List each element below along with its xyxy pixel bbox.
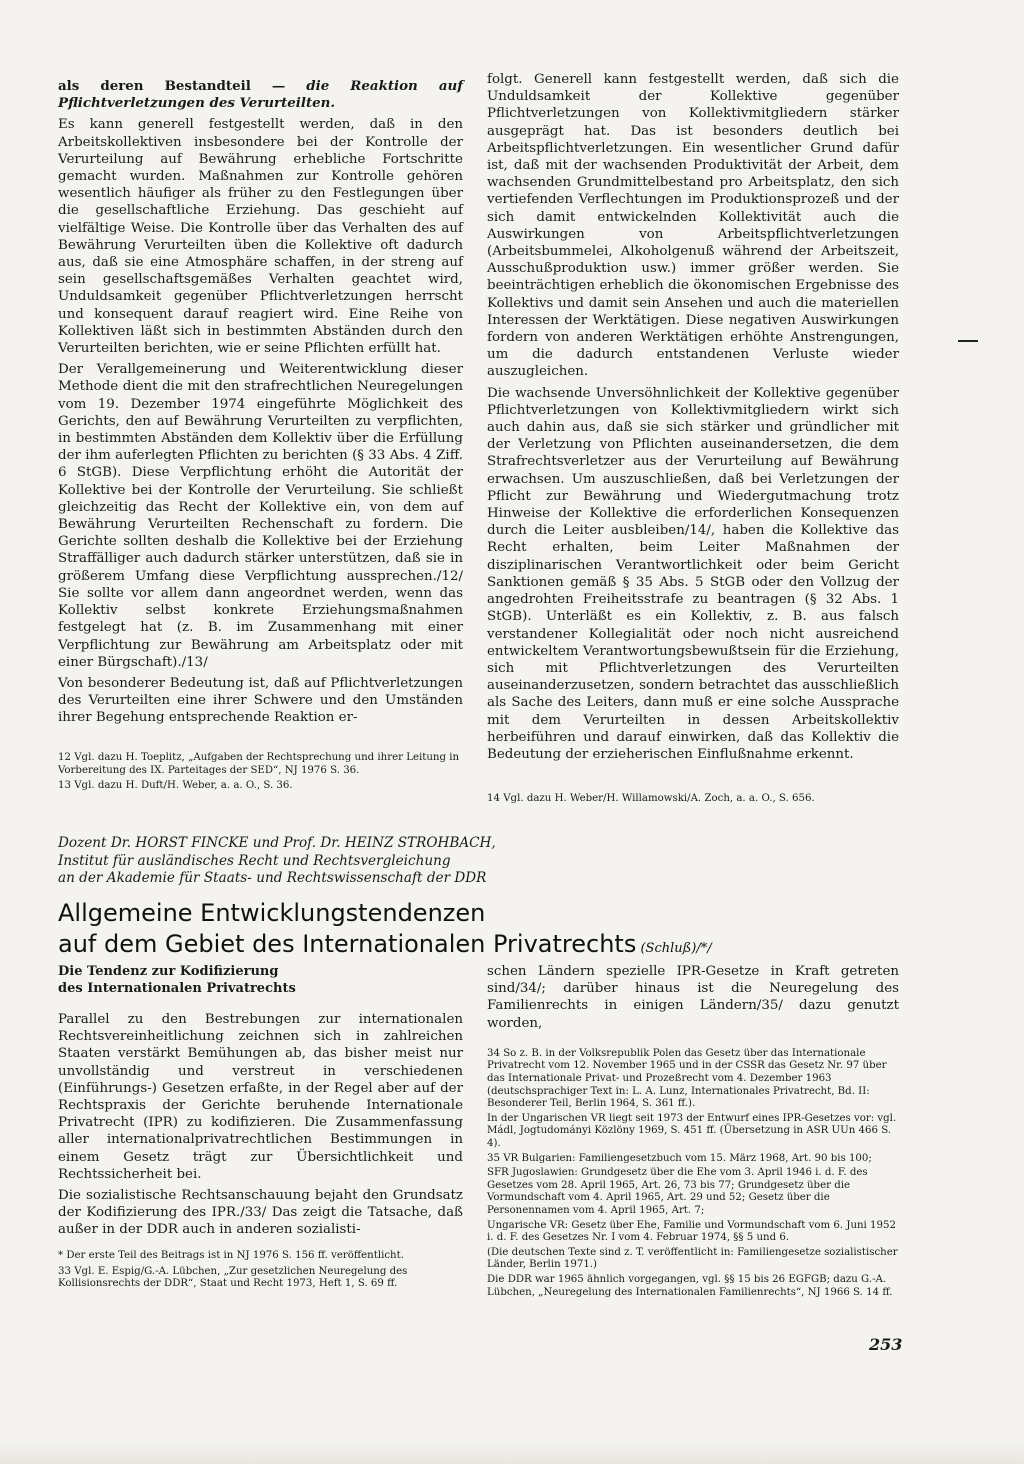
paragraph: folgt. Generell kann festgestellt werden, daß sich die Unduldsamkeit der Kollektive gegenüber Pflichtverletzungen von Kollektivmitgliedern stärker ausgeprägt hat. Das ist besonders deutlich bei Arbeitspflichtverletzungen. Ein wesentlicher Grund dafür ist, daß mit der wachsenden Produktivität der Arbeit, dem wachsenden Grundmittelbestand pro Arbeitsplatz, den sich vertiefenden Verflechtungen im Produktionsprozeß und der sich damit entwickelnden Kollektivität auch die Auswirkungen von Arbeitspflichtverletzungen (Arbeitsbummelei, Alkoholgenuß während der Arbeitszeit, Ausschußproduktion usw.) immer größer werden. Sie beeinträchtigen erheblich die ökonomischen Ergebnisse des Kollektivs und damit sein Ansehen und auch die materiellen Interessen der Werktätigen. Diese negativen Auswirkungen fordern von anderen Werktätigen erhöhte Anstrengungen, um die dadurch entstandenen Verluste wieder auszugleichen. <box>487 72 899 380</box>
upper-left-footnotes <box>58 752 463 796</box>
footnote: SFR Jugoslawien: Grundgesetz über die Ehe vom 3. April 1946 i. d. F. des Gesetzes vom 28. April 1965, Art. 26, 73 bis 77; Grundgesetz über die Vormundschaft vom 4. April 1965, Art. 29 und 52; Gesetz über die Personennamen vom 4. April 1965, Art. 7; <box>487 1167 868 1216</box>
paragraph <box>58 78 463 112</box>
page-edge <box>0 1440 1024 1464</box>
page-number: 253 <box>869 1335 903 1354</box>
lower-right-footnotes <box>487 1048 899 1299</box>
footnote: 12 Vgl. dazu H. Toeplitz, „Aufgaben der Rechtsprechung und ihrer Leitung in Vorbereitung des IX. Parteitages der SED“, NJ 1976 S. 36. <box>58 752 460 776</box>
footnote: Die DDR war 1965 ähnlich vorgegangen, vgl. §§ 15 bis 26 EGFGB; dazu G.-A. Lübchen, „Neuregelung des Internationalen Familienrechts“, NJ 1966 S. 14 ff. <box>487 1273 893 1298</box>
author-line: Dozent Dr. HORST FINCKE und Prof. Dr. HEINZ STROHBACH, <box>58 835 496 851</box>
emphasized-text: die Reaktion auf Pflichtverletzungen des Verurteilten. <box>58 78 464 112</box>
author-block <box>58 835 618 888</box>
author-line: Institut für ausländisches Recht und Rechtsvergleichung <box>58 852 451 869</box>
footnote: 14 Vgl. dazu H. Weber/H. Willamowski/A. Zoch, a. a. O., S. 656. <box>487 793 815 804</box>
section-title-line: des Internationalen Privatrechts <box>58 981 296 996</box>
paragraph: Von besonderer Bedeutung ist, daß auf Pflichtverletzungen des Verurteilten eine ihrer Schwere und den Umständen ihrer Begehung entsprechende Reaktion er- <box>58 675 463 726</box>
section-title-line: Die Tendenz zur Kodifizierung <box>58 964 279 979</box>
lower-left-footnotes <box>58 1250 463 1294</box>
paragraph: Die sozialistische Rechtsanschauung bejaht den Grundsatz der Kodifizierung des IPR./33/ Das zeigt die Tatsache, daß außer in der DDR auch in anderen sozialisti- <box>58 1188 463 1238</box>
footnote: 34 So z. B. in der Volksrepublik Polen das Gesetz über das Internationale Privatrecht vom 12. November 1965 und in der CSSR das Gesetz Nr. 97 über das Internationale Privat- und Prozeßrecht vom 4. Dezember 1963 (deutschsprachiger Text in: L. A. Lunz, Internationales Privatrecht, Bd. II: Besonderer Teil, Berlin 1964, S. 361 ff.). <box>487 1047 887 1110</box>
paragraph: schen Ländern spezielle IPR-Gesetze in Kraft getreten sind/34/; darüber hinaus ist die Neuregelung des Familienrechts in einigen Ländern/35/ dazu genutzt worden, <box>487 964 899 1031</box>
upper-right-column <box>487 71 899 767</box>
footnote: Ungarische VR: Gesetz über Ehe, Familie und Vormundschaft vom 6. Juni 1952 i. d. F. des Gesetzes Nr. I vom 4. Februar 1974, §§ 5 und 6. <box>487 1219 896 1244</box>
footnote: 13 Vgl. dazu H. Duft/H. Weber, a. a. O., S. 36. <box>58 780 293 792</box>
footnote: 35 VR Bulgarien: Familiengesetzbuch vom 15. März 1968, Art. 90 bis 100; <box>487 1152 872 1164</box>
margin-mark <box>958 340 978 342</box>
title-line: auf dem Gebiet des Internationalen Privatrechts <box>58 930 637 958</box>
footnote: * Der erste Teil des Beitrags ist in NJ 1976 S. 156 ff. veröffentlicht. <box>58 1250 404 1261</box>
paragraph-lead: als deren Bestandteil — <box>58 78 307 94</box>
paragraph: Der Verallgemeinerung und Weiterentwicklung dieser Methode dient die mit den strafrechtlichen Neuregelungen vom 19. Dezember 1974 eingeführte Möglichkeit des Gerichts, den auf Bewährung Verurteilten zu verpflichten, in bestimmten Abständen dem Kollektiv über die Erfüllung der ihm auferlegten Pflichten zu berichten (§ 33 Abs. 4 Ziff. 6 StGB). Diese Verpflichtung erhöht die Autorität der Kollektive bei der Kontrolle der Verurteilung. Sie schließt gleichzeitig das Recht der Kollektive ein, von dem auf Bewährung Verurteilten Rechenschaft zu fordern. Die Gerichte sollten deshalb die Kollektive bei der Erziehung Straffälliger auch dadurch stärker unterstützen, daß sie in größerem Umfang diese Verpflichtung aussprechen./12/ Sie sollte vor allem dann angeordnet werden, wenn das Kollektiv selbst konkrete Erziehungsmaßnahmen festgelegt hat (z. B. im Zusammenhang mit einer Verpflichtung zur Bewährung am Arbeitsplatz oder mit einer Bürgschaft)./13/ <box>58 362 463 670</box>
section-title <box>58 963 463 997</box>
title-suffix: (Schluß)/*/ <box>636 941 712 956</box>
lower-left-column <box>58 963 463 1243</box>
paragraph: Die wachsende Unversöhnlichkeit der Kollektive gegenüber Pflichtverletzungen von Kollektivmitgliedern wirkt sich auch dahin aus, daß sie sich stärker und gründlicher mit der Verletzung von Pflichten auseinandersetzen, die dem Strafrechtsverletzer aus der Verurteilung auf Bewährung erwachsen. Um auszuschließen, daß bei Verletzungen der Pflicht zur Bewährung und Wiedergutmachung trotz Hinweise der Kollektive die erforderlichen Konsequenzen durch die Leiter ausbleiben/14/, haben die Kollektive das Recht erhalten, beim Leiter Maßnahmen der disziplinarischen Verantwortlichkeit oder beim Gericht Sanktionen gemäß § 35 Abs. 5 StGB oder den Vollzug der angedrohten Freiheitsstrafe zu beantragen (§ 32 Abs. 1 StGB). Unterläßt es ein Kollektiv, z. B. aus falsch verstandener Kollegialität oder noch nicht ausreichend entwickeltem Verantwortungsbewußtsein für die Erziehung, sich mit Pflichtverletzungen des Verurteilten auseinanderzusetzen, sondern betrachtet das ausschließlich als Sache des Leiters, dann muß er eine solche Aussprache mit dem Verurteilten in dessen Arbeitskollektiv herbeiführen und darauf einwirken, daß das Kollektiv die Bedeutung der erzieherischen Einflußnahme erkennt. <box>487 385 899 762</box>
title-line: Allgemeine Entwicklungstendenzen <box>58 899 486 927</box>
footnote: (Die deutschen Texte sind z. T. veröffentlicht in: Familiengesetze sozialistischer Länder, Berlin 1971.) <box>487 1246 898 1271</box>
lower-right-column <box>487 963 899 1301</box>
upper-left-column <box>58 78 463 731</box>
article-title <box>58 898 958 964</box>
footnote: 33 Vgl. E. Espig/G.-A. Lübchen, „Zur gesetzlichen Neuregelung des Kollisionsrechts der DDR“, Staat und Recht 1973, Heft 1, S. 69 ff. <box>58 1265 408 1290</box>
paragraph: Parallel zu den Bestrebungen zur internationalen Rechtsvereinheitlichung zeichnen sich in zahlreichen Staaten verstärkt Bemühungen ab, das bisher meist nur unvollständig und verstreut in verschiedenen (Einführungs-) Gesetzen erfaßte, in der Regel aber auf der Rechtspraxis der Gerichte beruhende Internationale Privatrecht (IPR) zu kodifizieren. Die Zusammenfassung aller internationalprivatrechtlichen Bestimmungen in einem Gesetz trägt zur Übersichtlichkeit und Rechtssicherheit bei. <box>58 1012 463 1182</box>
upper-right-footnotes <box>487 793 899 809</box>
author-line: an der Akademie für Staats- und Rechtswissenschaft der DDR <box>58 870 487 887</box>
footnote: In der Ungarischen VR liegt seit 1973 der Entwurf eines IPR-Gesetzes vor: vgl. Mádl, Jogtudományi Közlöny 1969, S. 451 ff. (Übersetzung in ASR UUn 466 S. 4). <box>487 1112 897 1149</box>
paragraph: Es kann generell festgestellt werden, daß in den Arbeitskollektiven insbesondere bei der Kontrolle der Verurteilung auf Bewährung erhebliche Fortschritte gemacht wurden. Maßnahmen zur Kontrolle gehören wesentlich häufiger als früher zu den Festlegungen über die gesellschaftliche Erziehung. Das geschieht auf vielfältige Weise. Die Kontrolle über das Verhalten des auf Bewährung Verurteilten üben die Kollektive oft dadurch aus, daß sie eine Atmosphäre schaffen, in der streng auf sein gesellschaftsgemäßes Verhalten geachtet wird, Unduldsamkeit gegenüber Pflichtverletzungen herrscht und konsequent darauf reagiert wird. Eine Reihe von Kollektiven läßt sich in bestimmten Abständen durch den Verurteilten berichten, wie er seine Pflichten erfüllt hat. <box>58 117 463 357</box>
